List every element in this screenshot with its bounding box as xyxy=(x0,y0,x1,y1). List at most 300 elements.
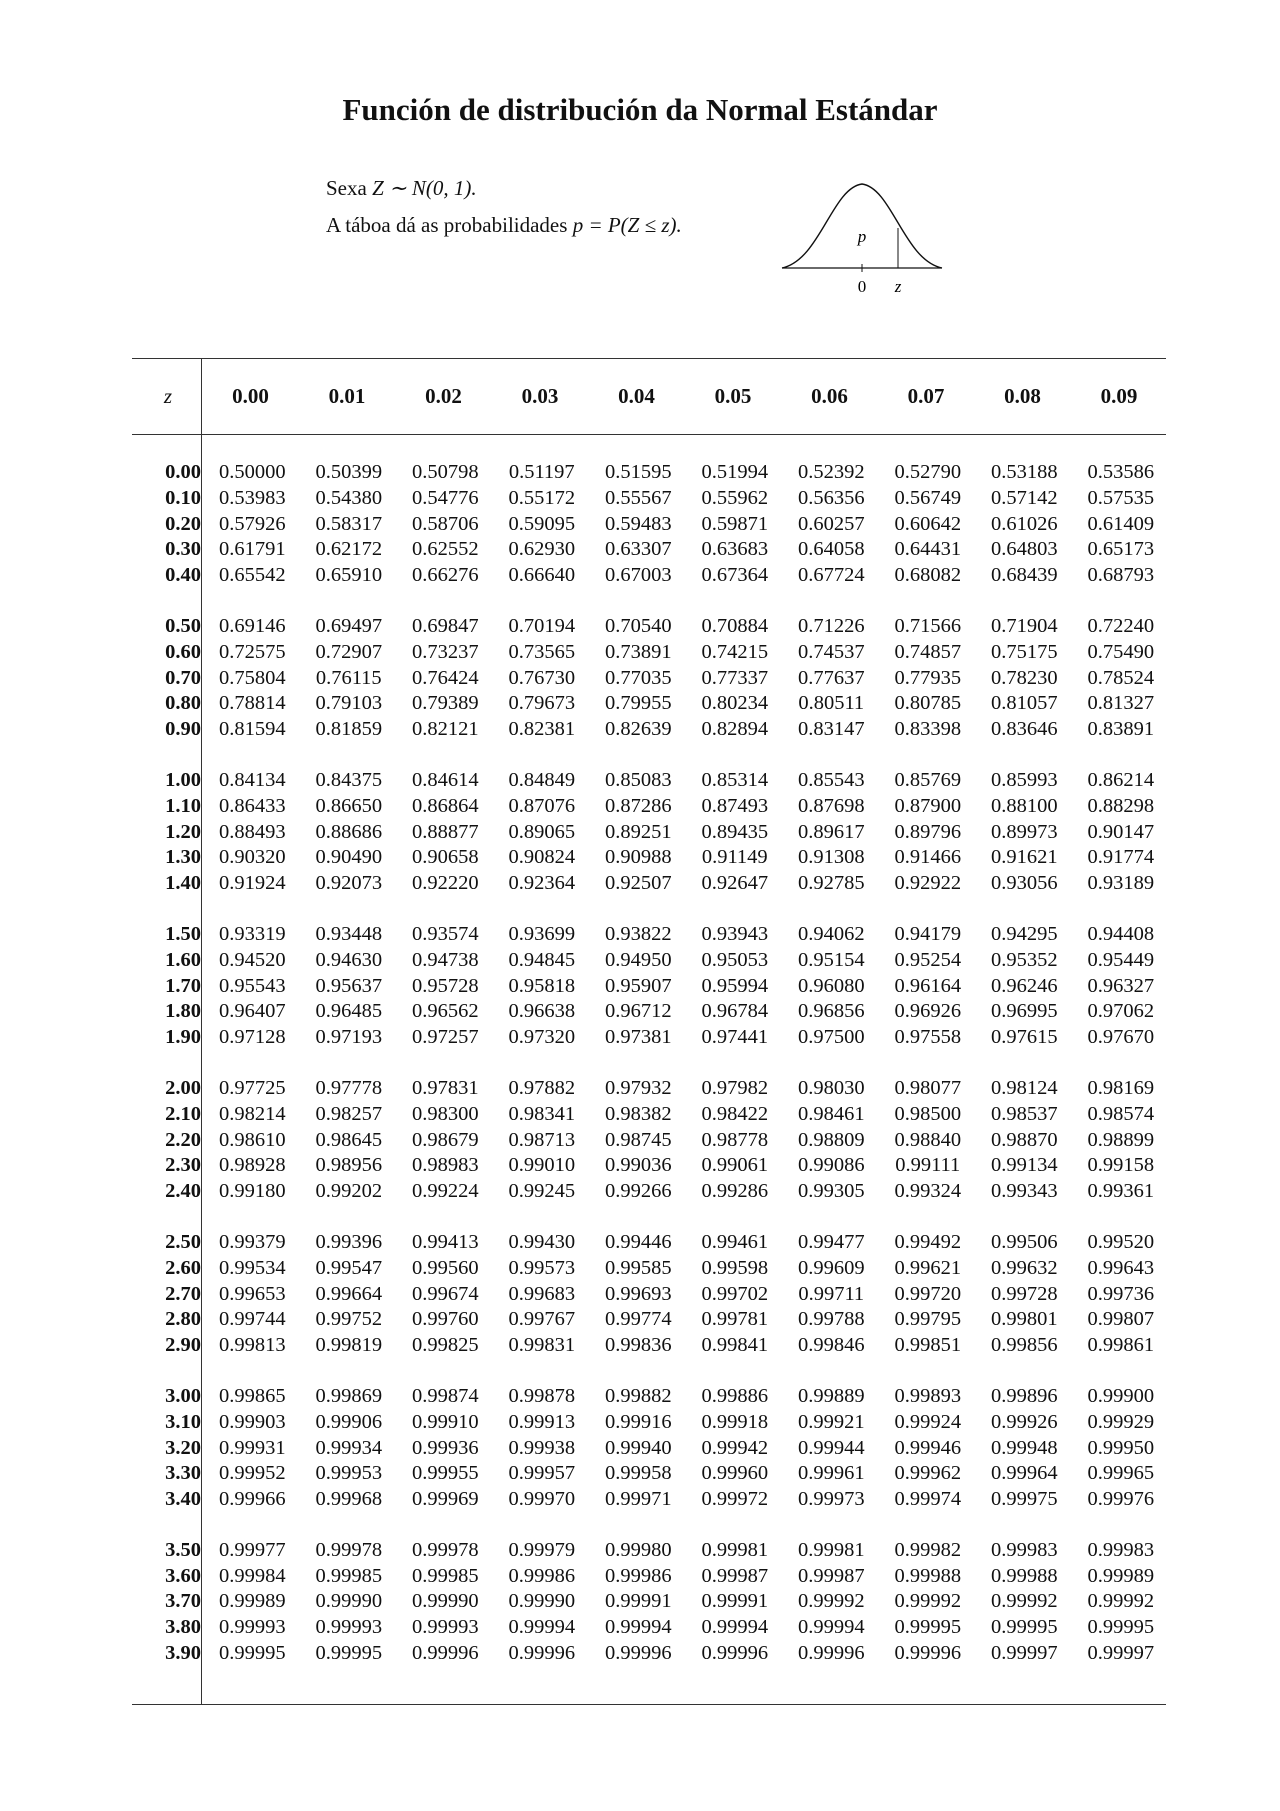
probability-cell: 0.99653 xyxy=(218,1282,286,1305)
z-value-cell: 3.20 xyxy=(165,1436,201,1459)
probability-cell: 0.73565 xyxy=(508,640,576,663)
table-row xyxy=(132,1128,1169,1154)
probability-cell: 0.99990 xyxy=(315,1590,383,1613)
probability-cell: 0.99643 xyxy=(1087,1256,1155,1279)
probability-cell: 0.87493 xyxy=(701,794,769,817)
probability-cell: 0.99968 xyxy=(315,1488,383,1511)
probability-cell: 0.99836 xyxy=(604,1334,672,1357)
probability-cell: 0.95728 xyxy=(411,974,479,997)
column-header: 0.00 xyxy=(232,384,269,408)
probability-cell: 0.99989 xyxy=(218,1590,286,1613)
probability-cell: 0.53983 xyxy=(218,486,286,509)
probability-cell: 0.65542 xyxy=(218,564,286,587)
probability-cell: 0.99995 xyxy=(218,1642,286,1665)
probability-cell: 0.93943 xyxy=(701,922,769,945)
probability-cell: 0.84375 xyxy=(315,768,383,791)
probability-cell: 0.99994 xyxy=(508,1616,576,1639)
probability-cell: 0.98077 xyxy=(894,1076,962,1099)
probability-cell: 0.99807 xyxy=(1087,1308,1155,1331)
probability-cell: 0.77035 xyxy=(604,666,672,689)
probability-cell: 0.70194 xyxy=(508,614,576,637)
probability-cell: 0.76115 xyxy=(315,666,382,689)
probability-cell: 0.99180 xyxy=(218,1180,286,1203)
probability-cell: 0.99948 xyxy=(990,1436,1058,1459)
probability-cell: 0.80511 xyxy=(798,692,865,715)
probability-cell: 0.99906 xyxy=(315,1410,383,1433)
probability-cell: 0.50399 xyxy=(315,461,383,483)
probability-cell: 0.98645 xyxy=(315,1128,383,1151)
table-row xyxy=(132,486,1169,512)
probability-cell: 0.99983 xyxy=(1087,1538,1155,1561)
table-row xyxy=(132,1102,1169,1128)
probability-cell: 0.99978 xyxy=(315,1538,383,1561)
probability-cell: 0.54776 xyxy=(411,486,479,509)
probability-cell: 0.99934 xyxy=(315,1436,383,1459)
probability-cell: 0.86433 xyxy=(218,794,286,817)
z-value-cell: 2.90 xyxy=(165,1334,201,1357)
probability-cell: 0.83646 xyxy=(990,718,1058,741)
page-title: Función de distribución da Normal Estándar xyxy=(342,92,938,127)
table-row xyxy=(132,922,1169,948)
probability-cell: 0.82381 xyxy=(508,718,576,741)
probability-cell: 0.97257 xyxy=(411,1026,479,1049)
probability-cell: 0.99997 xyxy=(1087,1642,1155,1665)
probability-cell: 0.99720 xyxy=(894,1282,962,1305)
probability-cell: 0.99962 xyxy=(894,1462,962,1485)
probability-cell: 0.87698 xyxy=(797,794,865,817)
table-row xyxy=(132,512,1169,538)
table-row xyxy=(132,1179,1169,1205)
probability-cell: 0.52392 xyxy=(797,461,865,483)
probability-cell: 0.99981 xyxy=(701,1538,769,1561)
probability-cell: 0.99987 xyxy=(797,1564,865,1587)
label-z: z xyxy=(894,277,902,296)
intro-line-1 xyxy=(326,176,477,201)
probability-cell: 0.99969 xyxy=(411,1488,479,1511)
header-rule xyxy=(132,434,1166,435)
probability-cell: 0.98778 xyxy=(701,1128,769,1151)
probability-cell: 0.94295 xyxy=(990,922,1058,945)
probability-cell: 0.97670 xyxy=(1087,1026,1155,1049)
probability-cell: 0.99851 xyxy=(894,1334,962,1357)
group-spacer xyxy=(132,743,1169,768)
probability-cell: 0.99996 xyxy=(604,1642,672,1665)
probability-cell: 0.67724 xyxy=(797,564,865,587)
probability-cell: 0.99598 xyxy=(701,1256,769,1279)
probability-cell: 0.99801 xyxy=(990,1308,1058,1331)
probability-cell: 0.71904 xyxy=(990,614,1058,637)
probability-cell: 0.95352 xyxy=(990,948,1058,971)
probability-cell: 0.99134 xyxy=(990,1154,1058,1177)
probability-cell: 0.99711 xyxy=(798,1282,865,1305)
probability-cell: 0.98870 xyxy=(990,1128,1058,1151)
probability-cell: 0.53188 xyxy=(990,461,1058,483)
probability-cell: 0.55962 xyxy=(701,486,769,509)
spacer-cell xyxy=(132,1359,1169,1384)
probability-cell: 0.90490 xyxy=(315,846,383,869)
probability-cell: 0.95637 xyxy=(315,974,383,997)
probability-cell: 0.88298 xyxy=(1087,794,1155,817)
probability-cell: 0.95818 xyxy=(508,974,576,997)
z-value-cell: 0.20 xyxy=(165,512,201,535)
intro-line-2-math: p = P(Z ≤ z). xyxy=(572,213,682,237)
probability-cell: 0.90320 xyxy=(218,846,286,869)
probability-cell: 0.99856 xyxy=(990,1334,1058,1357)
probability-cell: 0.99266 xyxy=(604,1180,672,1203)
probability-cell: 0.73891 xyxy=(604,640,672,663)
probability-cell: 0.99913 xyxy=(508,1410,576,1433)
table-row xyxy=(132,948,1169,974)
probability-cell: 0.98341 xyxy=(508,1102,576,1125)
probability-cell: 0.58706 xyxy=(411,512,479,535)
probability-cell: 0.98809 xyxy=(797,1128,865,1151)
probability-cell: 0.99683 xyxy=(508,1282,576,1305)
probability-cell: 0.97778 xyxy=(315,1076,383,1099)
probability-cell: 0.78814 xyxy=(218,692,286,715)
probability-cell: 0.51197 xyxy=(508,461,575,483)
probability-cell: 0.97615 xyxy=(990,1026,1058,1049)
probability-cell: 0.92364 xyxy=(508,872,576,895)
column-header: 0.09 xyxy=(1100,384,1138,408)
table-row xyxy=(132,1333,1169,1359)
probability-cell: 0.99534 xyxy=(218,1256,286,1279)
probability-cell: 0.99736 xyxy=(1087,1282,1155,1305)
probability-cell: 0.99960 xyxy=(701,1462,769,1485)
probability-cell: 0.99996 xyxy=(797,1642,865,1665)
probability-cell: 0.69847 xyxy=(411,614,479,637)
z-value-cell: 3.70 xyxy=(165,1590,201,1613)
probability-cell: 0.79389 xyxy=(411,692,479,715)
probability-cell: 0.99010 xyxy=(508,1154,576,1177)
probability-cell: 0.99993 xyxy=(411,1616,479,1639)
probability-cell: 0.72907 xyxy=(315,640,383,663)
column-header: 0.08 xyxy=(1004,384,1041,408)
group-spacer xyxy=(132,1205,1169,1230)
probability-cell: 0.74215 xyxy=(701,640,769,663)
column-header: 0.02 xyxy=(425,384,462,408)
probability-cell: 0.94950 xyxy=(604,948,672,971)
probability-cell: 0.94179 xyxy=(894,922,962,945)
probability-cell: 0.99992 xyxy=(1087,1590,1155,1613)
table-row xyxy=(132,614,1169,640)
probability-cell: 0.99994 xyxy=(797,1616,865,1639)
z-value-cell: 1.30 xyxy=(165,846,201,869)
table-row xyxy=(132,845,1169,871)
probability-cell: 0.99992 xyxy=(990,1590,1058,1613)
probability-cell: 0.93319 xyxy=(218,922,286,945)
label-p: p xyxy=(857,227,867,246)
probability-cell: 0.99819 xyxy=(315,1334,383,1357)
probability-cell: 0.99609 xyxy=(797,1256,865,1279)
group-spacer xyxy=(132,589,1169,614)
probability-cell: 0.97558 xyxy=(894,1026,962,1049)
table-row xyxy=(132,1615,1169,1641)
probability-cell: 0.99396 xyxy=(315,1230,383,1253)
probability-cell: 0.98030 xyxy=(797,1076,865,1099)
probability-cell: 0.82121 xyxy=(411,718,479,741)
probability-cell: 0.99995 xyxy=(1087,1616,1155,1639)
probability-cell: 0.81859 xyxy=(315,718,383,741)
probability-cell: 0.99994 xyxy=(701,1616,769,1639)
z-value-cell: 1.70 xyxy=(165,974,201,997)
probability-cell: 0.99573 xyxy=(508,1256,576,1279)
probability-cell: 0.99978 xyxy=(411,1538,479,1561)
z-value-cell: 0.50 xyxy=(165,614,201,637)
z-value-cell: 2.10 xyxy=(165,1102,201,1125)
column-header: 0.06 xyxy=(811,384,848,408)
probability-cell: 0.99158 xyxy=(1087,1154,1155,1177)
probability-cell: 0.97982 xyxy=(701,1076,769,1099)
probability-cell: 0.99111 xyxy=(895,1154,961,1177)
probability-cell: 0.96995 xyxy=(990,1000,1058,1023)
probability-cell: 0.52790 xyxy=(894,461,962,483)
probability-cell: 0.85314 xyxy=(701,768,769,791)
probability-cell: 0.91466 xyxy=(894,846,962,869)
probability-cell: 0.96562 xyxy=(411,1000,479,1023)
z-value-cell: 0.10 xyxy=(165,486,201,509)
probability-cell: 0.96080 xyxy=(797,974,865,997)
probability-cell: 0.97831 xyxy=(411,1076,479,1099)
probability-cell: 0.98124 xyxy=(990,1076,1058,1099)
probability-cell: 0.59483 xyxy=(604,512,672,535)
probability-cell: 0.61409 xyxy=(1087,512,1155,535)
probability-cell: 0.99976 xyxy=(1087,1488,1155,1511)
probability-cell: 0.74857 xyxy=(894,640,962,663)
z-value-cell: 3.50 xyxy=(165,1538,201,1561)
z-value-cell: 0.60 xyxy=(165,640,201,663)
probability-cell: 0.89796 xyxy=(894,820,962,843)
probability-cell: 0.93574 xyxy=(411,922,479,945)
z-value-cell: 2.70 xyxy=(165,1282,201,1305)
probability-cell: 0.70884 xyxy=(701,614,769,637)
probability-cell: 0.99988 xyxy=(894,1564,962,1587)
table-row xyxy=(132,537,1169,563)
probability-cell: 0.94408 xyxy=(1087,922,1155,945)
table-row xyxy=(132,1282,1169,1308)
probability-cell: 0.78230 xyxy=(990,666,1058,689)
probability-cell: 0.98956 xyxy=(315,1154,383,1177)
table-row xyxy=(132,768,1169,794)
probability-cell: 0.95154 xyxy=(797,948,865,971)
intro-line-1-text: Sexa xyxy=(326,176,373,200)
probability-cell: 0.87286 xyxy=(604,794,672,817)
probability-cell: 0.77337 xyxy=(701,666,769,689)
probability-cell: 0.99788 xyxy=(797,1308,865,1331)
table-top-rule xyxy=(132,358,1166,359)
probability-cell: 0.99202 xyxy=(315,1180,383,1203)
column-header: 0.07 xyxy=(907,384,945,408)
probability-cell: 0.88100 xyxy=(990,794,1058,817)
table-row xyxy=(132,717,1169,743)
probability-cell: 0.92785 xyxy=(797,872,865,895)
probability-cell: 0.66276 xyxy=(411,564,479,587)
probability-cell: 0.99916 xyxy=(604,1410,672,1433)
probability-cell: 0.99869 xyxy=(315,1384,383,1407)
probability-cell: 0.99995 xyxy=(990,1616,1058,1639)
probability-cell: 0.99931 xyxy=(218,1436,286,1459)
probability-cell: 0.94630 xyxy=(315,948,383,971)
probability-cell: 0.50000 xyxy=(218,461,286,483)
probability-cell: 0.98983 xyxy=(411,1154,479,1177)
probability-cell: 0.66640 xyxy=(508,564,576,587)
probability-cell: 0.99992 xyxy=(797,1590,865,1613)
probability-cell: 0.99974 xyxy=(894,1488,962,1511)
probability-cell: 0.99878 xyxy=(508,1384,576,1407)
probability-cell: 0.83147 xyxy=(797,718,865,741)
probability-cell: 0.88686 xyxy=(315,820,383,843)
z-value-cell: 2.00 xyxy=(165,1076,201,1099)
probability-cell: 0.95994 xyxy=(701,974,769,997)
probability-cell: 0.65173 xyxy=(1087,538,1155,561)
table-row xyxy=(132,1230,1169,1256)
probability-cell: 0.99286 xyxy=(701,1180,769,1203)
probability-cell: 0.82894 xyxy=(701,718,769,741)
probability-cell: 0.99984 xyxy=(218,1564,286,1587)
probability-cell: 0.96638 xyxy=(508,1000,576,1023)
z-value-cell: 1.60 xyxy=(165,948,201,971)
probability-cell: 0.93448 xyxy=(315,922,383,945)
probability-cell: 0.99506 xyxy=(990,1230,1058,1253)
probability-cell: 0.99674 xyxy=(411,1282,479,1305)
probability-cell: 0.99965 xyxy=(1087,1462,1155,1485)
probability-cell: 0.97381 xyxy=(604,1026,672,1049)
probability-cell: 0.96784 xyxy=(701,1000,769,1023)
label-zero: 0 xyxy=(857,277,867,296)
probability-cell: 0.55172 xyxy=(508,486,576,509)
probability-cell: 0.99910 xyxy=(411,1410,479,1433)
z-value-cell: 3.80 xyxy=(165,1616,201,1639)
probability-cell: 0.97062 xyxy=(1087,1000,1155,1023)
probability-cell: 0.99926 xyxy=(990,1410,1058,1433)
table-row xyxy=(132,794,1169,820)
z-value-cell: 0.40 xyxy=(165,564,201,587)
z-value-cell: 2.60 xyxy=(165,1256,201,1279)
probability-cell: 0.56749 xyxy=(894,486,962,509)
intro-line-1-math: Z ∼ N(0, 1). xyxy=(372,176,477,200)
probability-cell: 0.99795 xyxy=(894,1308,962,1331)
z-value-cell: 2.20 xyxy=(165,1128,201,1151)
probability-cell: 0.99985 xyxy=(411,1564,479,1587)
probability-cell: 0.85083 xyxy=(604,768,672,791)
probability-cell: 0.61026 xyxy=(990,512,1058,535)
probability-cell: 0.99991 xyxy=(701,1590,769,1613)
spacer-cell xyxy=(132,897,1169,922)
probability-cell: 0.81327 xyxy=(1087,692,1155,715)
probability-cell: 0.98382 xyxy=(604,1102,672,1125)
probability-cell: 0.92220 xyxy=(411,872,479,895)
probability-cell: 0.99560 xyxy=(411,1256,479,1279)
probability-cell: 0.98461 xyxy=(797,1102,865,1125)
probability-cell: 0.76730 xyxy=(508,666,576,689)
probability-cell: 0.99957 xyxy=(508,1462,576,1485)
z-value-cell: 2.80 xyxy=(165,1308,201,1331)
probability-cell: 0.91149 xyxy=(701,846,768,869)
probability-cell: 0.95907 xyxy=(604,974,672,997)
probability-cell: 0.99903 xyxy=(218,1410,286,1433)
probability-cell: 0.99752 xyxy=(315,1308,383,1331)
probability-cell: 0.96246 xyxy=(990,974,1058,997)
probability-cell: 0.97725 xyxy=(218,1076,286,1099)
probability-cell: 0.99996 xyxy=(411,1642,479,1665)
probability-cell: 0.95543 xyxy=(218,974,286,997)
table-row xyxy=(132,1538,1169,1564)
probability-cell: 0.83891 xyxy=(1087,718,1155,741)
probability-cell: 0.99942 xyxy=(701,1436,769,1459)
probability-cell: 0.85543 xyxy=(797,768,865,791)
probability-cell: 0.64431 xyxy=(894,538,962,561)
z-value-cell: 1.40 xyxy=(165,872,201,895)
probability-cell: 0.96926 xyxy=(894,1000,962,1023)
probability-cell: 0.96856 xyxy=(797,1000,865,1023)
probability-cell: 0.69497 xyxy=(315,614,383,637)
probability-cell: 0.99224 xyxy=(411,1180,479,1203)
z-value-cell: 3.60 xyxy=(165,1564,201,1587)
probability-cell: 0.60642 xyxy=(894,512,962,535)
z-value-cell: 0.80 xyxy=(165,692,201,715)
probability-cell: 0.99992 xyxy=(894,1590,962,1613)
probability-cell: 0.99995 xyxy=(894,1616,962,1639)
probability-cell: 0.99946 xyxy=(894,1436,962,1459)
z-value-cell: 3.00 xyxy=(165,1384,201,1407)
probability-cell: 0.64058 xyxy=(797,538,865,561)
column-header: 0.04 xyxy=(618,384,655,408)
probability-cell: 0.98610 xyxy=(218,1128,286,1151)
probability-cell: 0.79955 xyxy=(604,692,672,715)
probability-cell: 0.99861 xyxy=(1087,1334,1155,1357)
probability-cell: 0.99813 xyxy=(218,1334,286,1357)
table-row xyxy=(132,1487,1169,1513)
spacer-cell xyxy=(132,1513,1169,1538)
probability-cell: 0.91774 xyxy=(1087,846,1155,869)
probability-cell: 0.75175 xyxy=(990,640,1058,663)
probability-cell: 0.97193 xyxy=(315,1026,383,1049)
probability-cell: 0.88877 xyxy=(411,820,479,843)
probability-cell: 0.99938 xyxy=(508,1436,576,1459)
probability-table xyxy=(132,460,1169,1667)
probability-cell: 0.86214 xyxy=(1087,768,1155,791)
probability-cell: 0.51595 xyxy=(604,461,672,483)
spacer-cell xyxy=(132,589,1169,614)
table-row xyxy=(132,691,1169,717)
probability-cell: 0.57142 xyxy=(990,486,1058,509)
probability-cell: 0.99997 xyxy=(990,1642,1058,1665)
z-column-header: z xyxy=(163,384,173,408)
probability-cell: 0.99900 xyxy=(1087,1384,1155,1407)
probability-cell: 0.99987 xyxy=(701,1564,769,1587)
probability-cell: 0.70540 xyxy=(604,614,672,637)
probability-cell: 0.59871 xyxy=(701,512,769,535)
probability-cell: 0.99324 xyxy=(894,1180,962,1203)
probability-cell: 0.92073 xyxy=(315,872,383,895)
probability-cell: 0.62172 xyxy=(315,538,383,561)
probability-cell: 0.99245 xyxy=(508,1180,576,1203)
z-value-cell: 1.90 xyxy=(165,1026,201,1049)
probability-cell: 0.68793 xyxy=(1087,564,1155,587)
probability-cell: 0.99760 xyxy=(411,1308,479,1331)
probability-cell: 0.81057 xyxy=(990,692,1058,715)
probability-cell: 0.72575 xyxy=(218,640,286,663)
probability-cell: 0.99964 xyxy=(990,1462,1058,1485)
probability-cell: 0.68082 xyxy=(894,564,962,587)
z-value-cell: 1.20 xyxy=(165,820,201,843)
probability-cell: 0.51994 xyxy=(701,461,769,483)
probability-cell: 0.63307 xyxy=(604,538,672,561)
probability-cell: 0.89435 xyxy=(701,820,769,843)
probability-cell: 0.99985 xyxy=(315,1564,383,1587)
probability-cell: 0.86650 xyxy=(315,794,383,817)
column-header: 0.05 xyxy=(714,384,752,408)
bell-curve xyxy=(782,184,942,268)
